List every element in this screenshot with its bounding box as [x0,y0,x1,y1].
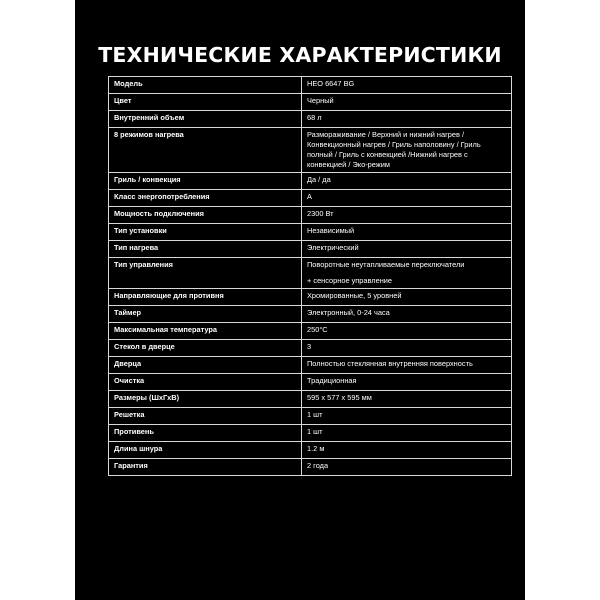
spec-value: Независимый [302,224,512,241]
table-row [109,111,512,128]
table-row [109,241,512,258]
spec-label: 8 режимов нагрева [109,128,302,173]
spec-sheet-page [75,0,525,600]
table-row [109,289,512,306]
spec-value: HEO 6647 BG [302,77,512,94]
spec-label: Мощность подключения [109,207,302,224]
spec-label: Максимальная температура [109,323,302,340]
table-row [109,323,512,340]
table-row [109,340,512,357]
spec-value: Электронный, 0-24 часа [302,306,512,323]
spec-value: 1 шт [302,408,512,425]
spec-value: Традиционная [302,374,512,391]
spec-label: Тип установки [109,224,302,241]
spec-label: Внутренний объем [109,111,302,128]
spec-label: Противень [109,425,302,442]
spec-value: Электрический [302,241,512,258]
spec-label: Класс энергопотребления [109,190,302,207]
spec-label: Решетка [109,408,302,425]
table-row [109,207,512,224]
spec-value: 1 шт [302,425,512,442]
spec-label: Направляющие для противня [109,289,302,306]
table-row [109,173,512,190]
spec-value: 3 [302,340,512,357]
table-row [109,94,512,111]
spec-value-line: Поворотные неутапливаемые переключатели [307,260,465,269]
table-row [109,459,512,476]
spec-label: Таймер [109,306,302,323]
spec-value: 2 года [302,459,512,476]
spec-value: 1.2 м [302,442,512,459]
spec-value: Да / да [302,173,512,190]
spec-value: Черный [302,94,512,111]
table-row [109,357,512,374]
page-title: ТЕХНИЧЕСКИЕ ХАРАКТЕРИСТИКИ [98,43,502,67]
spec-label: Гарантия [109,459,302,476]
spec-table [108,76,512,476]
table-row [109,425,512,442]
spec-value-multiline [302,258,512,289]
spec-label: Размеры (ШхГхВ) [109,391,302,408]
table-row [109,374,512,391]
table-row [109,128,512,173]
table-row [109,77,512,94]
table-row [109,306,512,323]
spec-label: Модель [109,77,302,94]
spec-value: Хромированные, 5 уровней [302,289,512,306]
spec-value: 2300 Вт [302,207,512,224]
table-row [109,258,512,289]
spec-value: Полностью стеклянная внутренняя поверхность [302,357,512,374]
spec-label: Стекол в дверце [109,340,302,357]
spec-label: Гриль / конвекция [109,173,302,190]
spec-value: A [302,190,512,207]
table-row [109,224,512,241]
spec-label: Дверца [109,357,302,374]
spec-label: Тип нагрева [109,241,302,258]
table-row [109,190,512,207]
spec-label: Очистка [109,374,302,391]
spec-value: 595 х 577 х 595 мм [302,391,512,408]
table-row [109,408,512,425]
spec-label: Длина шнура [109,442,302,459]
table-row [109,442,512,459]
spec-value: Размораживание / Верхний и нижний нагрев / Конвекционный нагрев / Гриль наполовину / Гриль полный / Гриль с конвекцией /Нижний нагрев с конвекцией / Эко-режим [302,128,512,173]
spec-value: 68 л [302,111,512,128]
spec-label: Тип управления [109,258,302,289]
spec-value: 250°C [302,323,512,340]
spec-value-line: + сенсорное управление [307,276,393,285]
spec-label: Цвет [109,94,302,111]
table-row [109,391,512,408]
